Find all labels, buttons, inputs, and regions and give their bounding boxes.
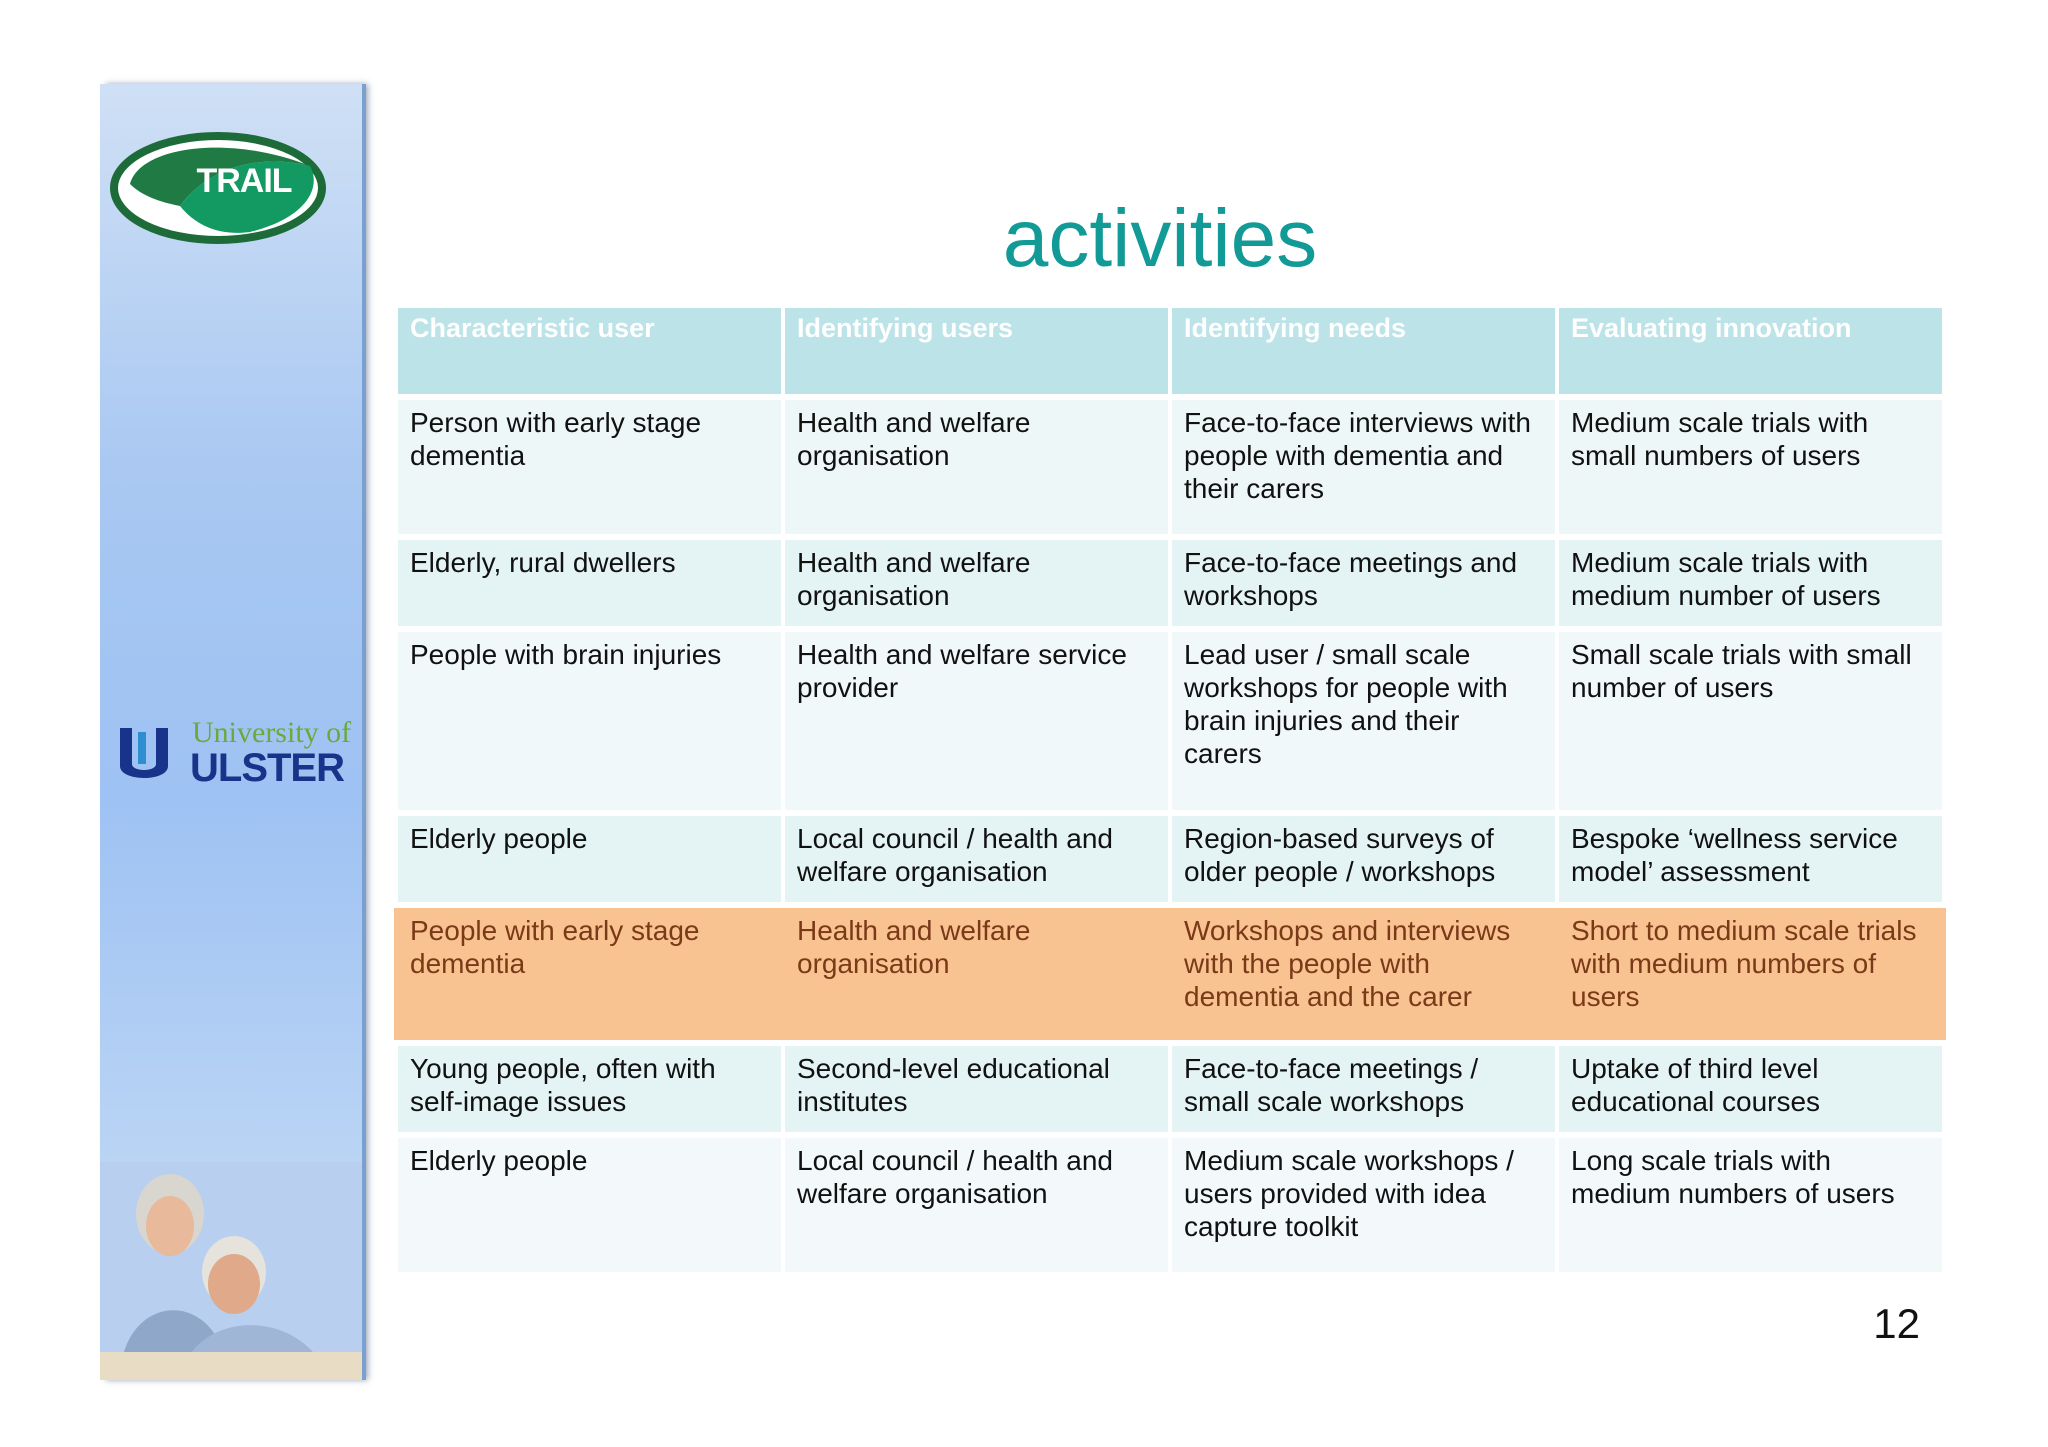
sidebar-banner: [100, 84, 362, 1380]
table-cell: Local council / health and welfare organisation: [785, 1138, 1168, 1272]
table-cell: Local council / health and welfare organisation: [785, 816, 1168, 902]
highlighted-cell: People with early stage dementia: [394, 908, 781, 1040]
table-body: [398, 400, 1938, 1272]
table-cell: Elderly people: [398, 1138, 781, 1272]
table-cell: Face-to-face meetings and workshops: [1172, 540, 1555, 626]
ulster-label: ULSTER: [190, 746, 344, 790]
university-of-label: University of: [192, 716, 352, 749]
table-cell: Person with early stage dementia: [398, 400, 781, 534]
table-cell: Elderly, rural dwellers: [398, 540, 781, 626]
table-cell: Small scale trials with small number of users: [1559, 632, 1942, 810]
activities-table: [398, 308, 1938, 394]
header-identifying-needs: Identifying needs: [1172, 308, 1555, 394]
highlighted-cell: Workshops and interviews with the people with dementia and the carer: [1168, 908, 1555, 1040]
table-cell: Health and welfare service provider: [785, 632, 1168, 810]
table-cell: Region-based surveys of older people / workshops: [1172, 816, 1555, 902]
slide-title: activities: [1002, 193, 1318, 284]
highlighted-cell: Health and welfare organisation: [781, 908, 1168, 1040]
highlighted-cell: Short to medium scale trials with medium numbers of users: [1555, 908, 1946, 1040]
ulster-logo: [116, 716, 356, 796]
header-evaluating-innovation: Evaluating innovation: [1559, 308, 1942, 394]
table-cell: Face-to-face interviews with people with dementia and their carers: [1172, 400, 1555, 534]
table-cell: Young people, often with self-image issues: [398, 1046, 781, 1132]
table-cell: Face-to-face meetings / small scale workshops: [1172, 1046, 1555, 1132]
table-cell: Medium scale workshops / users provided with idea capture toolkit: [1172, 1138, 1555, 1272]
table-cell: Medium scale trials with small numbers of users: [1559, 400, 1942, 534]
page-number: 12: [1873, 1300, 1920, 1347]
table-cell: Bespoke ‘wellness service model’ assessment: [1559, 816, 1942, 902]
ulster-mark-icon: [116, 724, 172, 782]
table-cell: Medium scale trials with medium number of users: [1559, 540, 1942, 626]
table-cell: Health and welfare organisation: [785, 540, 1168, 626]
trail-logo-text: TRAIL: [196, 162, 292, 200]
elderly-couple-photo: [100, 1162, 362, 1380]
table-cell: Uptake of third level educational courses: [1559, 1046, 1942, 1132]
header-characteristic-user: Characteristic user: [398, 308, 781, 394]
table-cell: Lead user / small scale workshops for people with brain injuries and their carers: [1172, 632, 1555, 810]
table-cell: Second-level educational institutes: [785, 1046, 1168, 1132]
header-identifying-users: Identifying users: [785, 308, 1168, 394]
table-cell: Health and welfare organisation: [785, 400, 1168, 534]
table-cell: Elderly people: [398, 816, 781, 902]
table-cell: Long scale trials with medium numbers of users: [1559, 1138, 1942, 1272]
table-cell: People with brain injuries: [398, 632, 781, 810]
